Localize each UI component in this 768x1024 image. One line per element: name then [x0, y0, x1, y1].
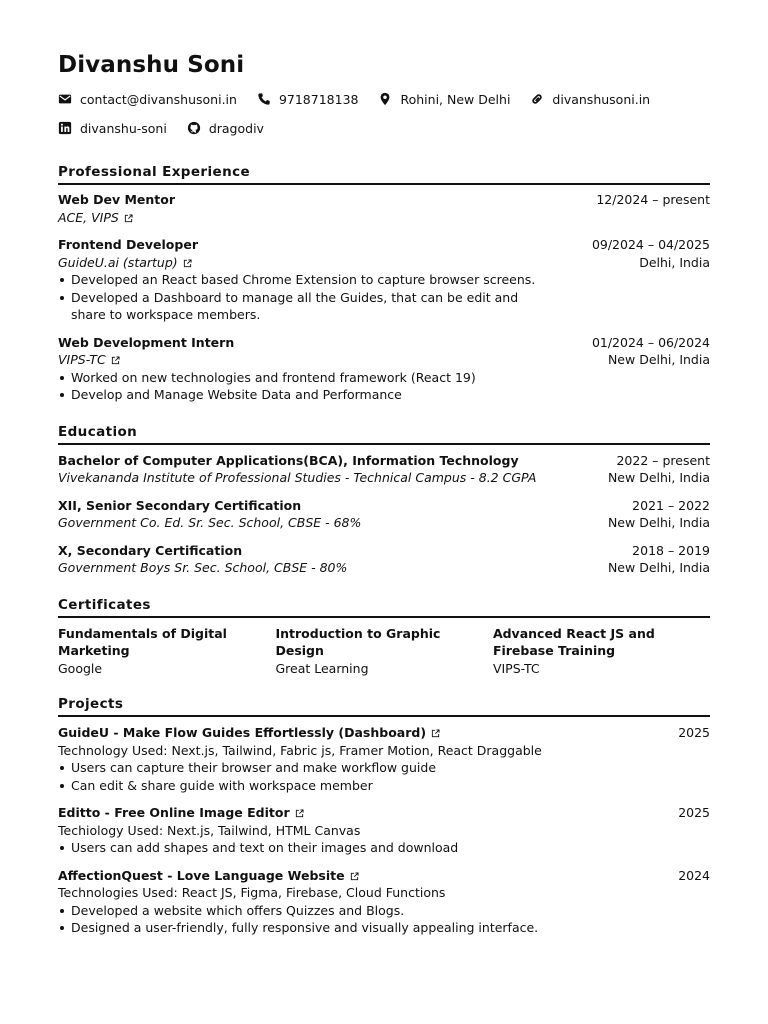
- contact-phone-text: 9718718138: [278, 91, 359, 107]
- education-heading: Education: [58, 423, 710, 445]
- contact-phone[interactable]: [257, 92, 359, 107]
- certificates-grid: [58, 625, 710, 678]
- project-bullet: Can edit & share guide with workspace member: [58, 777, 668, 795]
- external-link-icon[interactable]: [295, 809, 304, 818]
- contact-email[interactable]: [58, 92, 237, 107]
- certificate-name: Introduction to Graphic Design: [275, 625, 441, 658]
- project-bullet: Users can add shapes and text on their images and download: [58, 839, 668, 857]
- project-item: [58, 867, 710, 937]
- phone-icon: [257, 92, 271, 106]
- education-degree: X, Secondary Certification: [58, 542, 243, 558]
- contact-location: [378, 92, 510, 107]
- education-school: Government Co. Ed. Sr. Sec. School, CBSE - 68%: [58, 515, 362, 530]
- experience-role: Web Dev Mentor: [58, 192, 176, 207]
- email-icon: [58, 92, 72, 106]
- certificates-heading: Certificates: [58, 596, 710, 618]
- projects-section: [58, 695, 710, 937]
- education-item: [58, 542, 710, 577]
- certificate-name: Advanced React JS and Firebase Training: [492, 625, 655, 658]
- experience-item: [58, 191, 710, 226]
- education-location: New Delhi, India: [607, 470, 710, 485]
- education-section: [58, 423, 710, 577]
- project-item: [58, 724, 710, 794]
- experience-role: Web Development Intern: [58, 334, 235, 350]
- contact-email-text: contact@divanshusoni.in: [80, 91, 237, 107]
- external-link-icon[interactable]: [431, 729, 440, 738]
- experience-bullet: Developed a Dashboard to manage all the Guides, that can be edit and share to workspace members.: [58, 289, 538, 324]
- education-item: [58, 452, 710, 487]
- certificate-item: [58, 625, 275, 678]
- github-icon: [187, 121, 201, 135]
- external-link-icon[interactable]: [350, 872, 359, 881]
- contact-linkedin-text: divanshu-soni: [80, 120, 167, 136]
- contact-website-text: divanshusoni.in: [552, 91, 651, 107]
- experience-heading: Professional Experience: [58, 163, 710, 185]
- contact-github[interactable]: [187, 121, 264, 136]
- project-bullet: Developed a website which offers Quizzes and Blogs.: [58, 902, 668, 920]
- project-item: [58, 804, 710, 857]
- contact-linkedin[interactable]: [58, 121, 167, 136]
- experience-bullet: Worked on new technologies and frontend framework (React 19): [58, 369, 582, 387]
- experience-location: New Delhi, India: [607, 352, 710, 367]
- experience-org: GuideU.ai (startup): [58, 254, 178, 270]
- contact-row-secondary: [58, 119, 710, 137]
- education-school: Government Boys Sr. Sec. School, CBSE - 80%: [58, 560, 348, 575]
- experience-item: [58, 236, 710, 324]
- experience-date: 12/2024 – present: [596, 192, 710, 207]
- experience-date: 09/2024 – 04/2025: [591, 237, 710, 252]
- experience-section: [58, 163, 710, 404]
- external-link-icon[interactable]: [124, 214, 133, 223]
- education-degree: Bachelor of Computer Applications(BCA), Information Technology: [58, 452, 519, 468]
- education-date: 2022 – present: [616, 452, 710, 468]
- experience-date: 01/2024 – 06/2024: [591, 334, 710, 350]
- certificate-issuer: Great Learning: [275, 660, 369, 676]
- education-school: Vivekananda Institute of Professional Studies - Technical Campus - 8.2 CGPA: [58, 470, 537, 485]
- education-item: [58, 497, 710, 532]
- location-icon: [378, 92, 392, 106]
- contact-location-text: Rohini, New Delhi: [400, 91, 511, 107]
- external-link-icon[interactable]: [183, 259, 192, 268]
- education-location: New Delhi, India: [607, 560, 710, 575]
- experience-org: ACE, VIPS: [58, 209, 119, 225]
- projects-heading: Projects: [58, 695, 710, 717]
- project-year: 2024: [678, 867, 710, 883]
- education-location: New Delhi, India: [607, 515, 710, 530]
- experience-location: Delhi, India: [639, 254, 710, 270]
- certificate-name: Fundamentals of Digital Marketing: [58, 625, 227, 658]
- education-date: 2018 – 2019: [632, 542, 710, 558]
- external-link-icon[interactable]: [111, 356, 120, 365]
- resume-name: Divanshu Soni: [58, 52, 245, 78]
- project-tech: Technology Used: Next.js, Tailwind, Fabric js, Framer Motion, React Draggable: [58, 742, 542, 758]
- education-date: 2021 – 2022: [632, 497, 710, 513]
- project-bullet: Users can capture their browser and make workflow guide: [58, 759, 668, 777]
- contact-row-primary: [58, 90, 710, 108]
- experience-role: Frontend Developer: [58, 237, 198, 252]
- project-name: Editto - Free Online Image Editor: [58, 805, 290, 820]
- project-year: 2025: [678, 725, 710, 740]
- project-name: GuideU - Make Flow Guides Effortlessly (Dashboard): [58, 725, 427, 740]
- certificate-issuer: VIPS-TC: [492, 660, 540, 676]
- experience-bullet: Develop and Manage Website Data and Performance: [58, 386, 582, 404]
- project-tech: Techiology Used: Next.js, Tailwind, HTML Canvas: [58, 822, 361, 838]
- linkedin-icon: [58, 121, 72, 135]
- contact-github-text: dragodiv: [208, 120, 264, 136]
- project-tech: Technologies Used: React JS, Figma, Firebase, Cloud Functions: [58, 885, 446, 900]
- contact-website[interactable]: [530, 92, 650, 107]
- certificates-section: [58, 596, 710, 678]
- experience-item: [58, 334, 710, 404]
- certificate-item: [493, 625, 710, 678]
- project-year: 2025: [678, 805, 710, 820]
- experience-bullet: Developed an React based Chrome Extension to capture browser screens.: [58, 271, 538, 289]
- certificate-issuer: Google: [58, 660, 103, 676]
- project-name: AffectionQuest - Love Language Website: [58, 867, 345, 883]
- project-bullet: Designed a user-friendly, fully responsive and visually appealing interface.: [58, 919, 668, 937]
- education-degree: XII, Senior Secondary Certification: [58, 497, 302, 513]
- link-icon: [530, 92, 544, 106]
- experience-org: VIPS-TC: [58, 352, 106, 367]
- certificate-item: [275, 625, 492, 678]
